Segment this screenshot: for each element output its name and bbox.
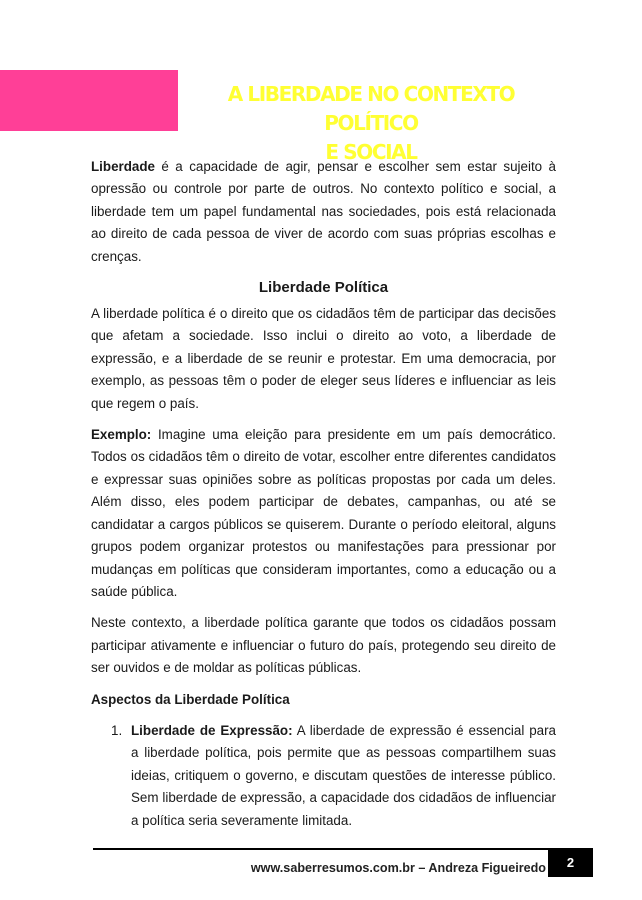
footer-credit: www.saberresumos.com.br – Andreza Figueiredo: [250, 861, 546, 875]
page-title: [188, 80, 554, 167]
example-text: Imagine uma eleição para presidente em um país democrático. Todos os cidadãos têm o direito de votar, escolher entre diferentes candidatos e expressar suas opiniões sobre as políticas propostas por cada um deles. Além disso, eles podem participar de debates, campanhas, ou até se candidatar a cargos públicos se quiserem. Durante o período eleitoral, alguns grupos podem organizar protestos ou manifestações para pressionar por mudanças em políticas que consideram importantes, como a educação ou a saúde pública.: [91, 427, 556, 599]
list-item-label: Liberdade de Expressão:: [131, 722, 293, 738]
page-title-line-1: A LIBERDADE NO CONTEXTO POLÍTICO: [227, 82, 515, 135]
intro-paragraph: [91, 156, 556, 268]
intro-text: é a capacidade de agir, pensar e escolher sem estar sujeito à opressão ou controle por parte de outros. No contexto político e social, a liberdade tem um papel fundamental nas sociedades, pois está relacionada ao direito de cada pessoa de viver de acordo com suas próprias escolhas e crenças.: [91, 159, 556, 264]
political-freedom-paragraph: A liberdade política é o direito que os cidadãos têm de participar das decisões que afetam a sociedade. Isso inclui o direito ao voto, a liberdade de expressão, e a liberdade de se reunir e protestar. Em uma democracia, por exemplo, as pessoas têm o poder de eleger seus líderes e influenciar as leis que regem o país.: [91, 306, 556, 411]
list-item-body: [131, 720, 556, 832]
header-accent-bar: [0, 70, 178, 131]
example-label: Exemplo:: [91, 427, 152, 443]
aspects-heading: Aspectos da Liberdade Política: [91, 691, 290, 707]
context-paragraph: Neste contexto, a liberdade política garante que todos os cidadãos possam participar ativamente e influenciar o futuro do país, protegendo seu direito de ser ouvidos e de moldar as políticas públicas.: [91, 615, 556, 676]
list-item: [111, 720, 556, 832]
list-item-number: 1.: [111, 722, 123, 738]
document-body: [91, 156, 556, 832]
list-item-text: A liberdade de expressão é essencial para a liberdade política, pois permite que as pessoas compartilhem suas ideias, critiquem o governo, e discutam questões de interesse público. Sem liberdade de expressão, a capacidade dos cidadãos de influenciar a política seria severamente limitada.: [131, 722, 556, 828]
section-heading: Liberdade Política: [258, 279, 389, 297]
intro-lead-term: Liberdade: [91, 159, 155, 174]
example-paragraph: [91, 424, 556, 603]
page-number: 2: [548, 848, 593, 877]
page-title-line-2: E SOCIAL: [325, 140, 417, 164]
footer-divider: [93, 848, 593, 850]
